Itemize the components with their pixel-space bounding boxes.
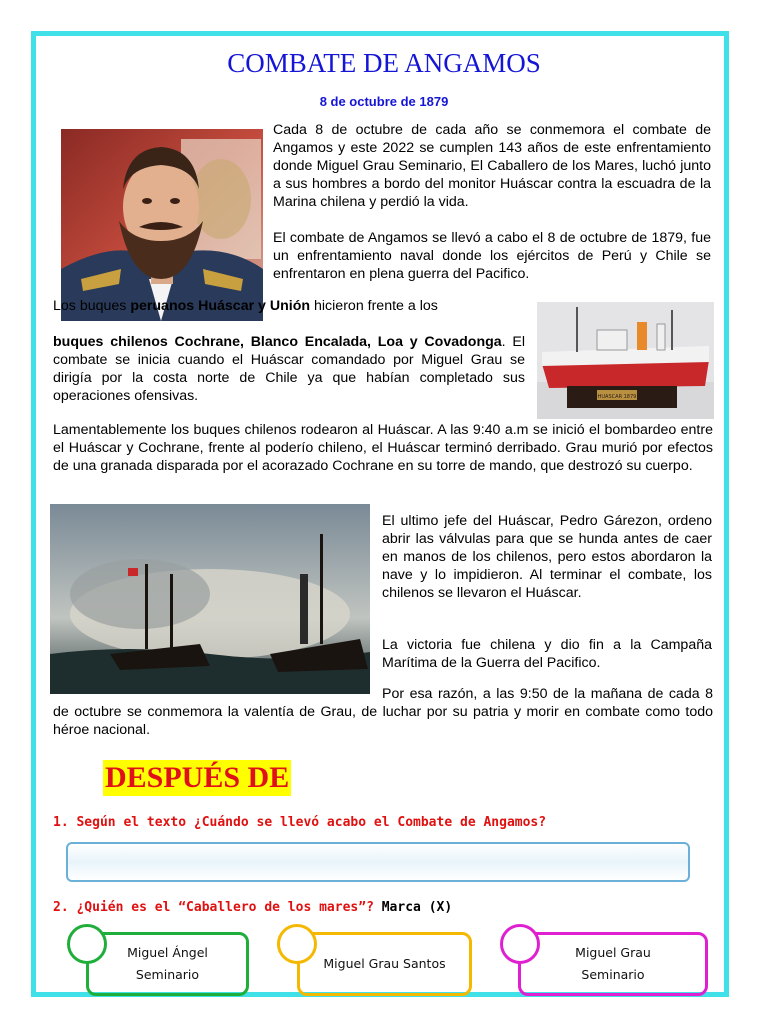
ships-paragraph-cont bbox=[53, 333, 525, 405]
ships-text-chile: buques chilenos Cochrane, Blanco Encalada, Loa y Covadonga bbox=[53, 334, 502, 350]
commemoration-paragraph bbox=[53, 685, 713, 739]
last-chief-paragraph: El ultimo jefe del Huáscar, Pedro Gárezon, ordeno abrir las válvulas para que se hunda antes de caer en manos de los chilenos, pero estos abordaron la nave y lo impidieron. Al terminar el combate, los chilenos se llevaron el Huáscar. bbox=[382, 513, 712, 601]
huascar-model-image bbox=[537, 302, 714, 419]
option-2-line1: Miguel Grau Santos bbox=[323, 956, 446, 971]
question-2 bbox=[53, 900, 452, 915]
grau-portrait-image bbox=[61, 129, 263, 321]
option-1-line1: Miguel Ángel bbox=[127, 945, 208, 960]
option-1-mark-circle[interactable] bbox=[67, 924, 107, 964]
intro-paragraph: Cada 8 de octubre de cada año se conmemora el combate de Angamos y este 2022 se cumplen 143 años de este enfrentamiento donde Miguel Grau Seminario, El Caballero de los Mares, luchó junto a sus hombres a bordo del monitor Huáscar contra la escuadra de la Marina chilena y perdió la vida. bbox=[273, 122, 711, 210]
question-2-text: 2. ¿Quién es el “Caballero de los mares”? bbox=[53, 900, 374, 915]
option-2-label bbox=[323, 953, 445, 975]
option-miguel-grau-santos[interactable] bbox=[297, 932, 472, 996]
ships-text-3: . El combate se inicia cuando el Huáscar comandado por Miguel Grau se dirigía por la costa norte de Chile ya que habían completado sus operaciones ofensivas. bbox=[53, 334, 525, 404]
option-miguel-angel-seminario[interactable] bbox=[86, 932, 249, 996]
page-date: 8 de octubre de 1879 bbox=[319, 94, 449, 109]
option-2-mark-circle[interactable] bbox=[277, 924, 317, 964]
victory-paragraph: La victoria fue chilena y dio fin a la Campaña Marítima de la Guerra del Pacifico. bbox=[382, 637, 712, 671]
option-miguel-grau-seminario[interactable] bbox=[518, 932, 708, 996]
section-heading: DESPUÉS DE bbox=[105, 761, 290, 794]
option-3-line2: Seminario bbox=[581, 967, 645, 982]
ships-text-1: Los buques bbox=[53, 298, 131, 314]
commemoration-text: Por esa razón, a las 9:50 de la mañana de cada 8 de octubre se conmemora la valentía de Grau, de luchar por su patria y morir en combate como todo héroe nacional. bbox=[53, 686, 713, 738]
combat-paragraph: El combate de Angamos se llevó a cabo el 8 de octubre de 1879, fue un enfrentamiento naval donde los ejércitos de Perú y Chile se enfrentaron en plena guerra del Pacifico. bbox=[273, 230, 711, 282]
option-3-line1: Miguel Grau bbox=[575, 945, 651, 960]
option-3-label bbox=[575, 942, 651, 986]
page-title: COMBATE DE ANGAMOS bbox=[227, 48, 541, 78]
ships-text-peru: peruanos Huáscar y Unión bbox=[130, 298, 311, 314]
option-1-line2: Seminario bbox=[135, 967, 200, 982]
question-2-instruction: Marca (X) bbox=[381, 900, 453, 915]
option-3-mark-circle[interactable] bbox=[500, 924, 540, 964]
answer-field-1[interactable] bbox=[66, 842, 690, 882]
question-1: 1. Según el texto ¿Cuándo se llevó acabo el Combate de Angamos? bbox=[53, 815, 547, 830]
ship-plaque-text: HUASCAR 1879 bbox=[597, 394, 637, 400]
option-1-label bbox=[127, 942, 208, 986]
ships-paragraph bbox=[53, 297, 525, 315]
ships-text-2: hicieron frente a los bbox=[310, 298, 438, 314]
bombardment-paragraph: Lamentablemente los buques chilenos rodearon al Huáscar. A las 9:40 a.m se inició el bombardeo entre el Huáscar y Cochrane, frente al poderío chileno, el Huáscar terminó derribado. Grau murió por efectos de una granada disparada por el acorazado Cochrane en su torre de mando, que destrozó su cuerpo. bbox=[53, 422, 713, 474]
battle-painting-image bbox=[50, 504, 370, 694]
